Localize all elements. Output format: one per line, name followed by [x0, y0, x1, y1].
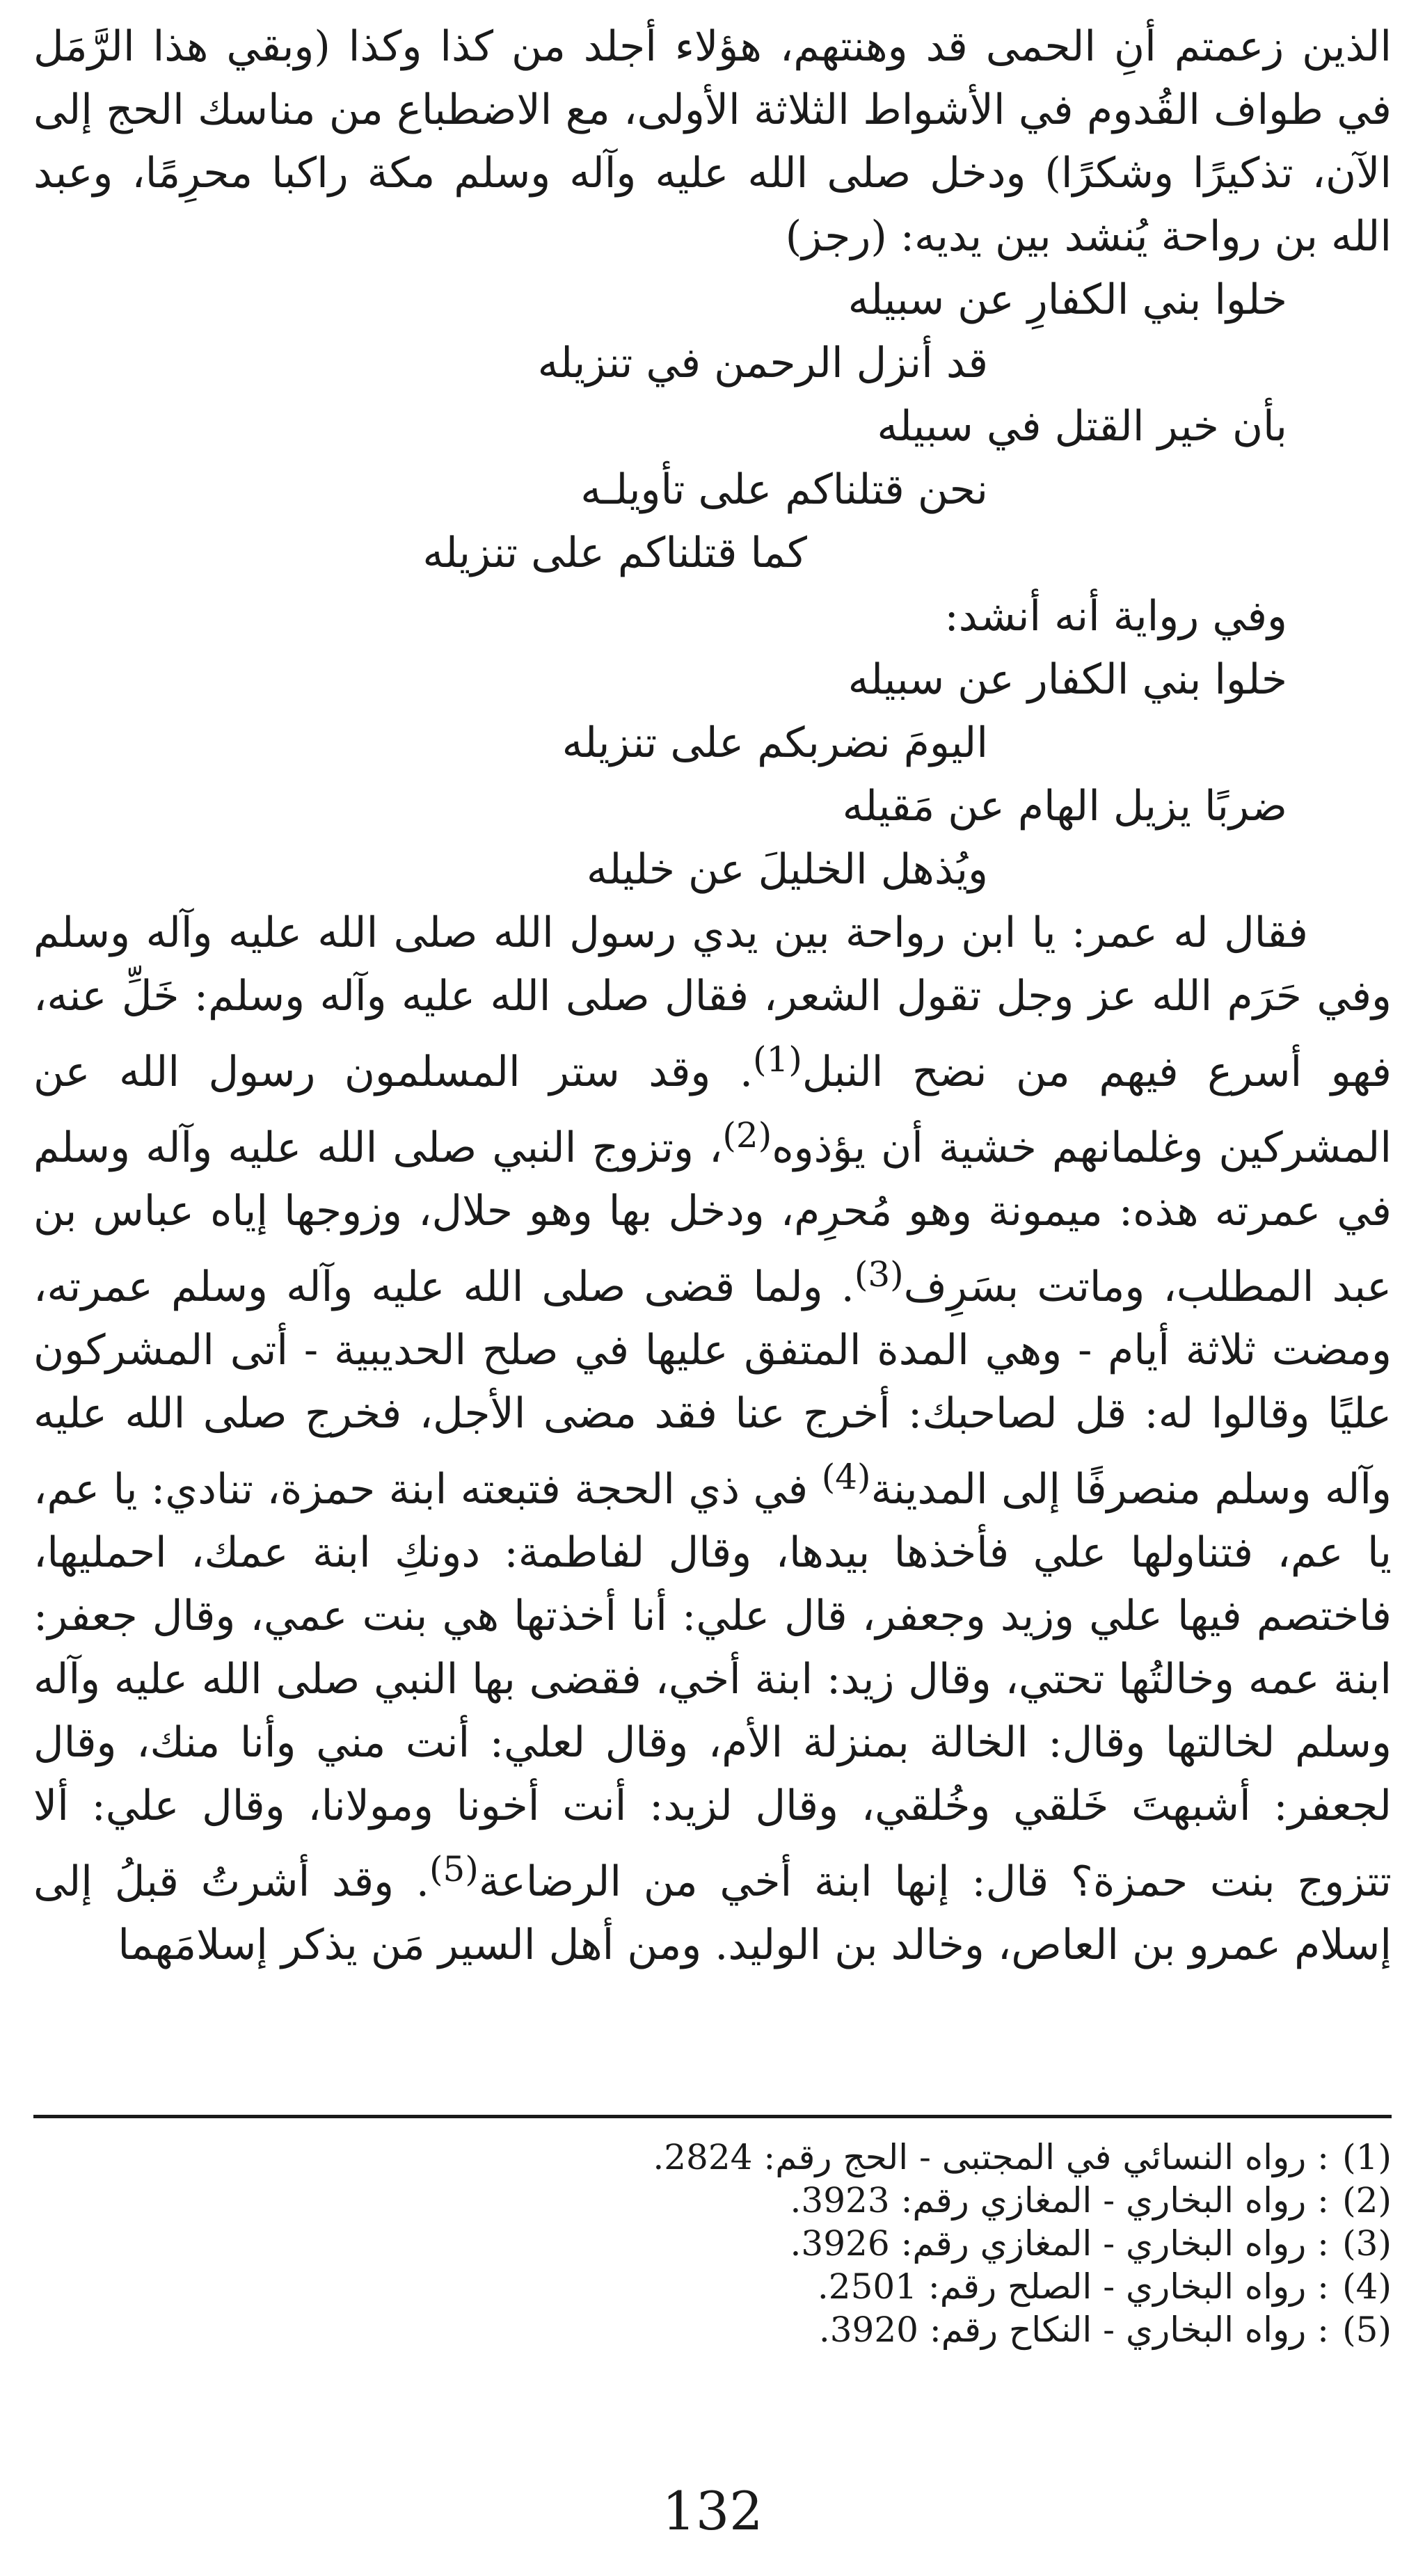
text-run: في ذي الحجة فتبعته ابنة حمزة، تنادي: يا عم، يا عم، فتناولها علي فأخذها بيدها، وقال لفاطمة: دونكِ ابنة عمك، احمليها، فاختصم فيها علي وزيد وجعفر، قال علي: أنا أخذتها هي بنت عمي، وقال جعفر: ابنة عمه وخالتُها تحتي، وقال زيد: ابنة أخي، فقضى بها النبي صلى الله عليه وآله وسلم لخالتها وقال: الخالة بمنزلة الأم، وقال لعلي: أنت مني وأنا منك، وقال لجعفر: أشبهتَ خَلقي وخُلقي، وقال لزيد: أنت أخونا ومولانا، وقال علي: ألا تتزوج بنت حمزة؟ قال: إنها ابنة أخي من الرضاعة [33, 1465, 1392, 1906]
footnote-number: (2) [1342, 2180, 1392, 2221]
verse-line: كما قتلناكم على تنزيله [422, 529, 807, 577]
footnote-text: : رواه البخاري - النكاح رقم: 3920. [818, 2310, 1329, 2350]
text-run: ، وتزوج النبي صلى الله عليه وآله وسلم في عمرته هذه: ميمونة وهو مُحرِم، ودخل بها وهو حلال، وزوجها إياه عباس بن عبد المطلب، وماتت بسَرِف [33, 1123, 1392, 1311]
footnote-text: : رواه البخاري - المغازي رقم: 3926. [790, 2223, 1329, 2264]
footnote-text: : رواه البخاري - الصلح رقم: 2501. [817, 2266, 1329, 2307]
verse-line: ويُذهل الخليلَ عن خليله [586, 845, 988, 894]
document-page [33, 0, 1392, 2576]
footnote [33, 2136, 1392, 2179]
verse-line: خلوا بني الكفارِ عن سبيله [847, 275, 1287, 324]
footnote-number: (4) [1342, 2266, 1392, 2307]
footnote-divider [33, 2115, 1392, 2118]
verse-line: نحن قتلناكم على تأويلـه [580, 465, 988, 514]
verse-line: ضربًا يزيل الهام عن مَقيله [842, 782, 1287, 831]
footnote-text: : رواه البخاري - المغازي رقم: 3923. [790, 2180, 1329, 2221]
text-run: فقال له عمر: يا ابن رواحة بين يدي رسول الله صلى الله عليه وآله وسلم وفي حَرَم الله عز وجل تقول الشعر، فقال صلى الله عليه وآله وسلم: خَلِّ عنه، فهو أسرع فيهم من نضح النبل [33, 909, 1392, 1096]
opening-paragraph: الذين زعمتم أنِ الحمى قد وهنتهم، هؤلاء أجلد من كذا وكذا (وبقي هذا الرَّمَل في طواف القُدوم في الأشواط الثلاثة الأولى، مع الاضطباع من مناسك الحج إلى الآن، تذكيرًا وشكرًا) ودخل صلى الله عليه وآله وسلم مكة راكبا محرِمًا، وعبد الله بن رواحة يُنشد بين يديه: (رجز) [33, 22, 1392, 261]
footnote-number: (3) [1342, 2223, 1392, 2264]
verse-line: بأن خير القتل في سبيله [877, 402, 1287, 451]
text-run: . ولما قضى صلى الله عليه وآله وسلم عمرته، ومضت ثلاثة أيام - وهي المدة المتفق عليها في صلح الحديبية - أتى المشركون عليًا وقالوا له: قل لصاحبك: أخرج عنا فقد مضى الأجل، فخرج صلى الله عليه وآله وسلم منصرفًا إلى المدينة [33, 1263, 1392, 1514]
footnote [33, 2179, 1392, 2222]
footnote-ref[interactable]: (1) [753, 1039, 802, 1080]
footnote-ref[interactable]: (2) [722, 1115, 772, 1155]
footnote [33, 2308, 1392, 2351]
footnote-number: (1) [1342, 2137, 1392, 2177]
footnote [33, 2265, 1392, 2308]
verse-line: اليومَ نضربكم على تنزيله [562, 719, 988, 767]
text-run: . وقد أشرتُ قبلُ إلى إسلام عمرو بن العاص، وخالد بن الوليد. ومن أهل السير مَن يذكر إسلامَهما [33, 1857, 1392, 1969]
footnotes [33, 2136, 1392, 2351]
footnote-text: : رواه النسائي في المجتبى - الحج رقم: 2824. [653, 2137, 1329, 2177]
footnote-ref[interactable]: (5) [429, 1849, 479, 1889]
footnote [33, 2222, 1392, 2265]
page-number: 132 [662, 2480, 763, 2542]
verse-line: خلوا بني الكفار عن سبيله [847, 655, 1287, 704]
riwaya-intro: وفي رواية أنه أنشد: [944, 592, 1287, 641]
body-text [33, 15, 1392, 1977]
verse-line: قد أنزل الرحمن في تنزيله [537, 339, 988, 387]
footnote-number: (5) [1342, 2310, 1392, 2350]
footnote-ref[interactable]: (3) [854, 1254, 904, 1295]
poem-first [33, 269, 1392, 585]
poem-second [33, 648, 1392, 902]
main-paragraph [33, 902, 1392, 1977]
text-run: . وقد ستر المسلمون رسول الله عن المشركين وغلمانهم خشية أن يؤذوه [33, 1048, 1392, 1172]
footnote-ref[interactable]: (4) [821, 1457, 871, 1497]
